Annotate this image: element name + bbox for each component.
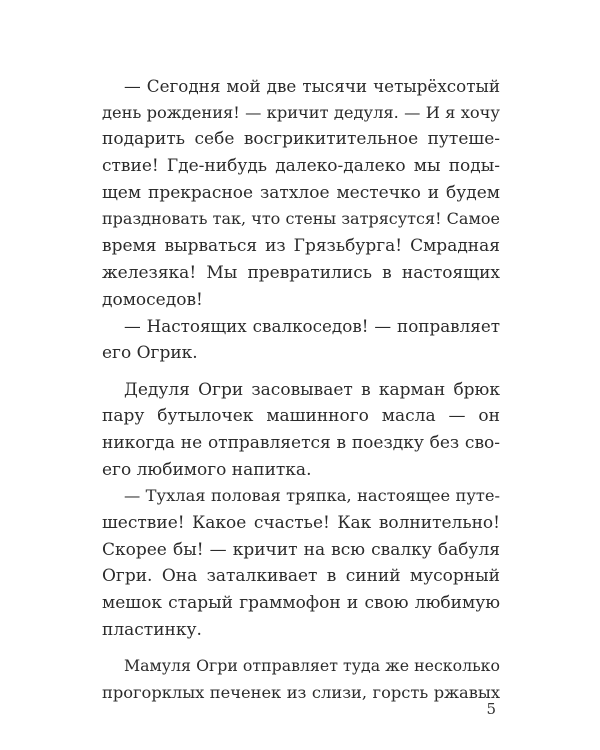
paragraph <box>102 377 500 484</box>
text-line: железяка! Мы превратились в настоящих <box>102 262 500 283</box>
paragraph-gap <box>102 367 500 377</box>
paragraph <box>102 73 500 313</box>
text-line: мешок старый граммофон и свою любимую <box>102 593 500 614</box>
text-line: время вырваться из Грязьбурга! Смрадная <box>102 236 500 257</box>
text-line: пару бутылочек машинного масла — он <box>102 406 500 427</box>
text-line: шествие! Какое счастье! Как волнительно! <box>102 513 500 533</box>
text-line: — Тухлая половая тряпка, настоящее путе- <box>124 486 500 506</box>
paragraph <box>102 313 500 366</box>
paragraph-gap <box>102 643 500 653</box>
text-line: домоседов! <box>102 289 203 310</box>
text-line: — Настоящих свалкоседов! — поправляет <box>124 316 500 337</box>
body-text <box>102 73 500 707</box>
text-line: Дедуля Огри засовывает в карман брюк <box>124 379 500 400</box>
text-line: Мамуля Огри отправляет туда же несколько <box>124 656 500 676</box>
text-line: пластинку. <box>102 619 202 640</box>
paragraph <box>102 483 500 643</box>
text-line: Огри. Она заталкивает в синий мусорный <box>102 566 500 587</box>
text-line: его любимого напитка. <box>102 459 312 480</box>
text-line: подарить себе восгрикитительное путеше- <box>102 129 500 150</box>
text-line: — Сегодня мой две тысячи четырёхсотый <box>124 76 500 96</box>
text-line: день рождения! — кричит дедуля. — И я хочу <box>102 102 500 122</box>
paragraph <box>102 653 500 706</box>
text-line: щем прекрасное затхлое местечко и будем <box>102 182 500 203</box>
text-line: ствие! Где-нибудь далеко-далеко мы поды- <box>102 156 500 177</box>
text-line: его Огрик. <box>102 342 198 363</box>
text-line: никогда не отправляется в поездку без сво- <box>102 432 500 453</box>
page-number: 5 <box>486 700 496 718</box>
text-line: Скорее бы! — кричит на всю свалку бабуля <box>102 539 500 560</box>
text-line: праздновать так, что стены затрясутся! Самое <box>102 209 500 229</box>
text-line: прогорклых печенек из слизи, горсть ржавых <box>102 683 500 703</box>
